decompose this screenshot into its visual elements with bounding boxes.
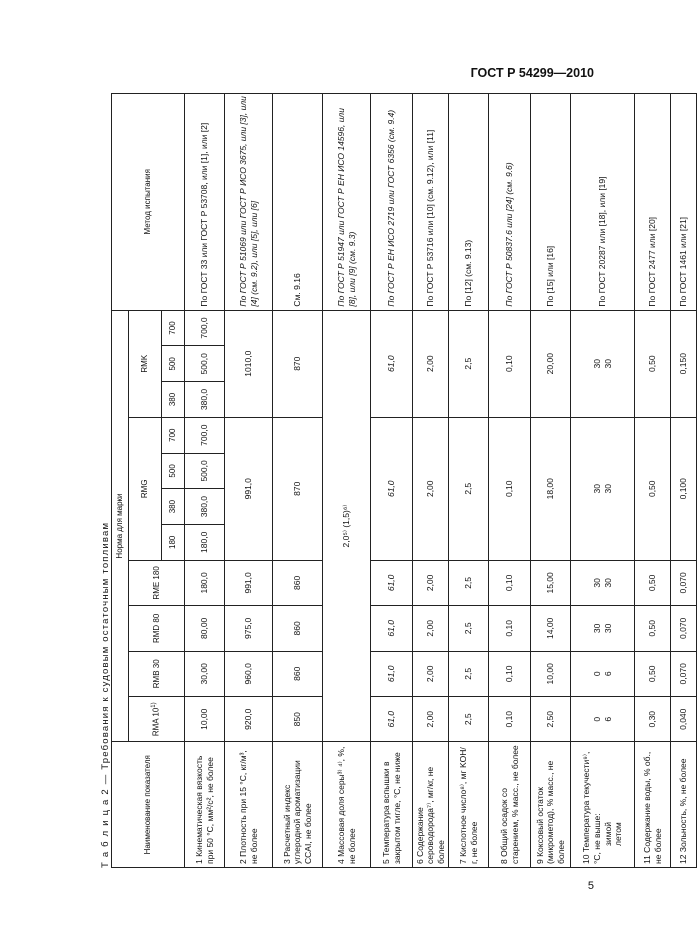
cell: 0,50 — [635, 560, 671, 605]
row-method: См. 9.16 — [273, 94, 323, 311]
row-name: 6 Содержание сероводорода⁷⁾, мг/кг, не более — [413, 742, 449, 868]
cell: 0,50 — [635, 651, 671, 696]
cell: 61,0 — [371, 310, 413, 417]
cell: 500,0 — [185, 346, 225, 382]
row-method: По ГОСТ Р 51947 или ГОСТ Р ЕН ИСО 14596, или [8], или [9] (см. 9.3) — [323, 94, 371, 311]
table-row — [449, 94, 489, 868]
cell: 10,00 — [185, 697, 225, 742]
cell: 30 30 — [571, 310, 635, 417]
header-rmg: RMG — [129, 417, 162, 560]
row-name: 4 Массовая доля серы³⁾ ⁴⁾, %, не более — [323, 742, 371, 868]
cell: 860 — [273, 560, 323, 605]
row-name: 1 Кинематическая вязкость при 50 °С, мм²/с², не более — [185, 742, 225, 868]
cell: 0,10 — [489, 606, 531, 651]
cell: 30,00 — [185, 651, 225, 696]
table-caption: Т а б л и ц а 2 — Требования к судовым остаточным топливам — [100, 521, 111, 868]
header-rmg-700: 700 — [162, 417, 185, 453]
row-method: По ГОСТ 33 или ГОСТ Р 53708, или [1], или [2] — [185, 94, 225, 311]
cell: 2,5 — [449, 560, 489, 605]
cell: 2,5 — [449, 606, 489, 651]
rotated-table-area — [100, 93, 689, 868]
row-name-text: 10 Температура текучести⁹⁾, °С, не выше: — [581, 751, 602, 864]
cell: 180,0 — [185, 560, 225, 605]
header-norm: Норма для марки — [112, 310, 129, 742]
document-code: ГОСТ Р 54299—2010 — [470, 66, 594, 80]
header-rme: RME 180 — [129, 560, 185, 605]
cell: 0,100 — [671, 417, 697, 560]
row-summer-label: летом — [613, 822, 624, 846]
header-row-1 — [112, 94, 129, 868]
cell: 0,10 — [489, 651, 531, 696]
row-name: 5 Температура вспышки в закрытом тигле, °С, не ниже — [371, 742, 413, 868]
cell: 0,040 — [671, 697, 697, 742]
cell: 18,00 — [531, 417, 571, 560]
cell: 2,5 — [449, 651, 489, 696]
cell: 500,0 — [185, 453, 225, 489]
header-name: Наименование показателя — [112, 742, 185, 868]
header-rmg-380: 380 — [162, 489, 185, 525]
row-name: 7 Кислотное число⁸⁾, мг KOH/г, не более — [449, 742, 489, 868]
row-method: По [15] или [16] — [531, 94, 571, 311]
cell: 991,0 — [225, 417, 273, 560]
cell: 61,0 — [371, 560, 413, 605]
table-row — [671, 94, 697, 868]
cell: 1010,0 — [225, 310, 273, 417]
cell: 2,5 — [449, 417, 489, 560]
cell: 0 6 — [571, 697, 635, 742]
row-name: 12 Зольность, %, не более — [671, 742, 697, 868]
cell: 30 30 — [571, 606, 635, 651]
cell: 2,00 — [413, 560, 449, 605]
header-rmk-380: 380 — [162, 382, 185, 418]
cell: 30 30 — [571, 560, 635, 605]
cell: 0,070 — [671, 560, 697, 605]
cell: 2,00 — [413, 310, 449, 417]
table-row — [323, 94, 371, 868]
cell: 0,150 — [671, 310, 697, 417]
cell: 0,10 — [489, 697, 531, 742]
header-rmd: RMD 80 — [129, 606, 185, 651]
row-method: По ГОСТ 1461 или [21] — [671, 94, 697, 311]
cell: 14,00 — [531, 606, 571, 651]
cell: 61,0 — [371, 697, 413, 742]
cell: 2,00 — [413, 651, 449, 696]
row-method: По ГОСТ 2477 или [20] — [635, 94, 671, 311]
cell: 61,0 — [371, 606, 413, 651]
row-method: По ГОСТ 20287 или [18], или [19] — [571, 94, 635, 311]
cell: 870 — [273, 310, 323, 417]
cell: 61,0 — [371, 651, 413, 696]
cell: 0,30 — [635, 697, 671, 742]
cell: 0,10 — [489, 310, 531, 417]
table-row — [531, 94, 571, 868]
cell: 870 — [273, 417, 323, 560]
cell: 2,00 — [413, 606, 449, 651]
row-name: 11 Содержание воды, % об., не более — [635, 742, 671, 868]
row-name — [571, 742, 635, 868]
header-method: Метод испытания — [112, 94, 185, 311]
cell: 0 6 — [571, 651, 635, 696]
cell: 30 30 — [571, 417, 635, 560]
cell: 61,0 — [371, 417, 413, 560]
cell: 700,0 — [185, 310, 225, 346]
cell: 2,5 — [449, 310, 489, 417]
cell: 2,0⁵⁾ (1,5)⁶⁾ — [323, 310, 371, 742]
header-rmg-180: 180 — [162, 524, 185, 560]
header-rma: RMA 10$^{1)}$ — [129, 697, 185, 742]
cell: 960,0 — [225, 651, 273, 696]
table-row — [413, 94, 449, 868]
cell: 920,0 — [225, 697, 273, 742]
cell: 180,0 — [185, 524, 225, 560]
cell: 10,00 — [531, 651, 571, 696]
cell: 0,50 — [635, 417, 671, 560]
header-rmk: RMK — [129, 310, 162, 417]
cell: 20,00 — [531, 310, 571, 417]
table-row — [489, 94, 531, 868]
cell: 0,50 — [635, 606, 671, 651]
row-winter-label: зимой — [602, 822, 613, 846]
table-row — [635, 94, 671, 868]
page-number: 5 — [587, 880, 594, 892]
cell: 0,070 — [671, 651, 697, 696]
cell: 15,00 — [531, 560, 571, 605]
row-method: По ГОСТ Р 50837.6 или [24] (см. 9.6) — [489, 94, 531, 311]
header-rmb: RMB 30 — [129, 651, 185, 696]
row-method: По ГОСТ Р 51069 или ГОСТ Р ИСО 3675, или [3], или [4] (см. 9.2), или [5], или [6] — [225, 94, 273, 311]
cell: 2,5 — [449, 697, 489, 742]
row-method: По [12] (см. 9.13) — [449, 94, 489, 311]
cell: 975,0 — [225, 606, 273, 651]
table-row — [571, 94, 635, 868]
row-name: 8 Общий осадок со старением, % масс., не более — [489, 742, 531, 868]
table-row — [371, 94, 413, 868]
cell: 700,0 — [185, 417, 225, 453]
header-rmk-700: 700 — [162, 310, 185, 346]
rotated-content — [100, 93, 689, 868]
row-name: 9 Коксовый остаток (микрометод), % масс., не более — [531, 742, 571, 868]
row-name: 2 Плотность при 15 °С, кг/м³, не более — [225, 742, 273, 868]
row-method: По ГОСТ Р 53716 или [10] (см. 9.12), или [11] — [413, 94, 449, 311]
cell: 0,10 — [489, 417, 531, 560]
cell: 80,00 — [185, 606, 225, 651]
cell: 2,00 — [413, 697, 449, 742]
header-rmg-500: 500 — [162, 453, 185, 489]
header-rmk-500: 500 — [162, 346, 185, 382]
cell: 860 — [273, 606, 323, 651]
cell: 0,10 — [489, 560, 531, 605]
cell: 0,50 — [635, 310, 671, 417]
cell: 860 — [273, 651, 323, 696]
table-row — [273, 94, 323, 868]
cell: 0,070 — [671, 606, 697, 651]
row-method: По ГОСТ Р ЕН ИСО 2719 или ГОСТ 6356 (см. 9.4) — [371, 94, 413, 311]
cell: 991,0 — [225, 560, 273, 605]
cell: 380,0 — [185, 382, 225, 418]
cell: 850 — [273, 697, 323, 742]
cell: 2,50 — [531, 697, 571, 742]
requirements-table — [111, 93, 697, 868]
row-name: 3 Расчетный индекс углеродной ароматизации CCAI, не более — [273, 742, 323, 868]
cell: 2,00 — [413, 417, 449, 560]
table-row — [185, 94, 225, 868]
table-row — [225, 94, 273, 868]
cell: 380,0 — [185, 489, 225, 525]
